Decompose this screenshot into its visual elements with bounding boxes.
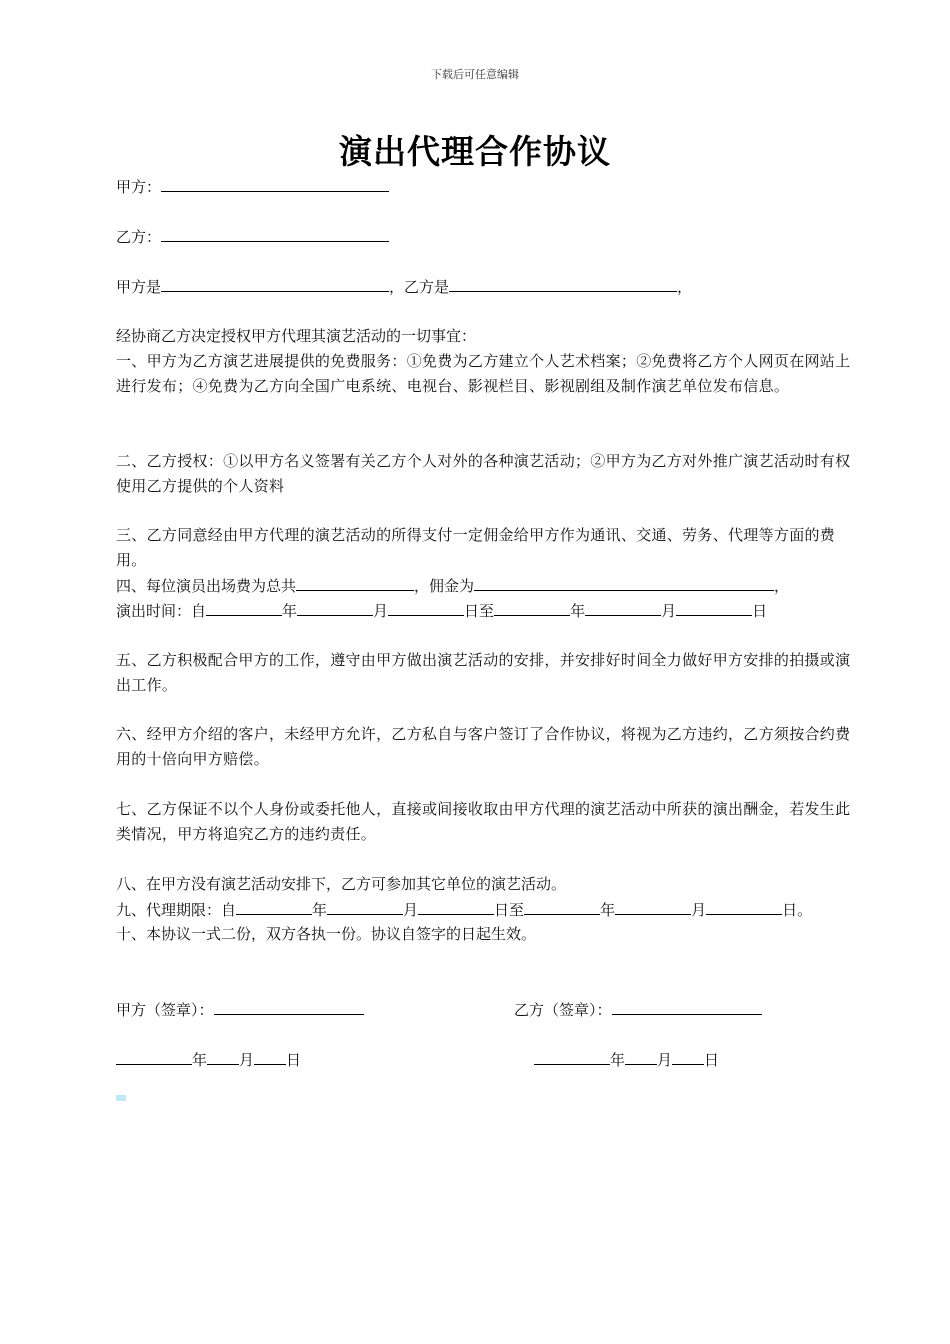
year-label: 年 [610,1051,626,1069]
clause-1: 一、甲方为乙方演艺进展提供的免费服务：①免费为乙方建立个人艺术档案；②免费将乙方个人网页在网站上进行发布；④免费为乙方向全国广电系统、电视台、影视栏目、影视剧组及制作演艺单位发布信息。 [116,352,851,395]
clause-5: 五、乙方积极配合甲方的工作，遵守由甲方做出演艺活动的安排，并安排好时间全力做好甲方安排的拍摄或演出工作。 [116,651,851,694]
day-label: 日 [704,1051,720,1069]
clause-4-commission: ，佣金为 [414,577,475,595]
start-year-blank[interactable] [206,598,282,616]
party-b-label: 乙方： [116,228,162,246]
month-label: 月 [657,1051,673,1069]
month-label: 月 [373,602,389,620]
day-to-label: 日至 [494,901,525,919]
clause-9 [116,897,812,923]
party-a-label: 甲方： [116,178,162,196]
fee-blank[interactable] [296,573,414,591]
clause-3: 三、乙方同意经由甲方代理的演艺活动的所得支付一定佣金给甲方作为通讯、交通、劳务、代理等方面的费用。 [116,526,836,569]
intro-b-is: ，乙方是 [389,278,450,296]
day-label: 日 [752,602,768,620]
term-start-month-blank[interactable] [327,897,403,915]
date-a [116,1047,301,1073]
term-end-year-blank[interactable] [524,897,600,915]
year-label: 年 [192,1051,208,1069]
clause-8: 八、在甲方没有演艺活动安排下，乙方可参加其它单位的演艺活动。 [116,875,567,893]
date-a-month-blank[interactable] [207,1047,239,1065]
clause-lead: 经协商乙方决定授权甲方代理其演艺活动的一切事宜： [116,327,477,345]
time-prefix: 演出时间：自 [116,602,207,620]
intro-line [116,274,692,300]
clause-10: 十、本协议一式二份，双方各执一份。协议自签字的日起生效。 [116,925,537,943]
date-b-day-blank[interactable] [672,1047,704,1065]
clause-9-prefix: 九、代理期限：自 [116,901,237,919]
header-note: 下载后可任意编辑 [431,68,519,81]
month-label: 月 [403,901,419,919]
start-month-blank[interactable] [297,598,373,616]
date-b-month-blank[interactable] [625,1047,657,1065]
signature-b-label: 乙方（签章）： [514,1001,612,1019]
party-b-line [116,224,389,250]
term-start-day-blank[interactable] [418,897,494,915]
performance-time [116,598,767,624]
clause-6: 六、经甲方介绍的客户，未经甲方允许，乙方私自与客户签订了合作协议，将视为乙方违约，乙方须按合约费用的十倍向甲方赔偿。 [116,725,851,768]
day-to-label: 日至 [464,602,495,620]
end-year-blank[interactable] [494,598,570,616]
year-label: 年 [312,901,328,919]
clause-4-end: ， [774,577,790,595]
party-a-line [116,174,389,200]
intro-b-blank[interactable] [449,274,677,292]
month-label: 月 [691,901,707,919]
commission-blank[interactable] [474,573,774,591]
signature-b [514,997,762,1023]
signature-a [116,997,364,1023]
date-a-day-blank[interactable] [254,1047,286,1065]
term-start-year-blank[interactable] [236,897,312,915]
document-title: 演出代理合作协议 [339,132,611,171]
term-end-day-blank[interactable] [706,897,782,915]
intro-end: ， [677,278,693,296]
day-label: 日 [286,1051,302,1069]
end-month-blank[interactable] [585,598,661,616]
party-a-blank[interactable] [161,174,389,192]
intro-a-blank[interactable] [161,274,389,292]
signature-a-blank[interactable] [214,997,364,1015]
clause-7: 七、乙方保证不以个人身份或委托他人，直接或间接收取由甲方代理的演艺活动中所获的演出酬金，若发生此类情况，甲方将追究乙方的违约责任。 [116,800,851,843]
date-a-year-blank[interactable] [116,1047,192,1065]
term-end-month-blank[interactable] [615,897,691,915]
intro-a-is: 甲方是 [116,278,162,296]
month-label: 月 [239,1051,255,1069]
signature-a-label: 甲方（签章）： [116,1001,214,1019]
party-b-blank[interactable] [161,224,389,242]
clause-2: 二、乙方授权：①以甲方名义签署有关乙方个人对外的各种演艺活动；②甲方为乙方对外推广演艺活动时有权使用乙方提供的个人资料 [116,452,851,495]
date-b-year-blank[interactable] [534,1047,610,1065]
start-day-blank[interactable] [388,598,464,616]
year-label: 年 [570,602,586,620]
signature-b-blank[interactable] [612,997,762,1015]
year-label: 年 [282,602,298,620]
month-label: 月 [661,602,677,620]
date-b [534,1047,719,1073]
page-marker [116,1095,126,1101]
end-day-blank[interactable] [676,598,752,616]
clause-4-prefix: 四、每位演员出场费为总共 [116,577,297,595]
clause-9-end: 日。 [782,901,813,919]
clause-4 [116,573,789,599]
year-label: 年 [600,901,616,919]
